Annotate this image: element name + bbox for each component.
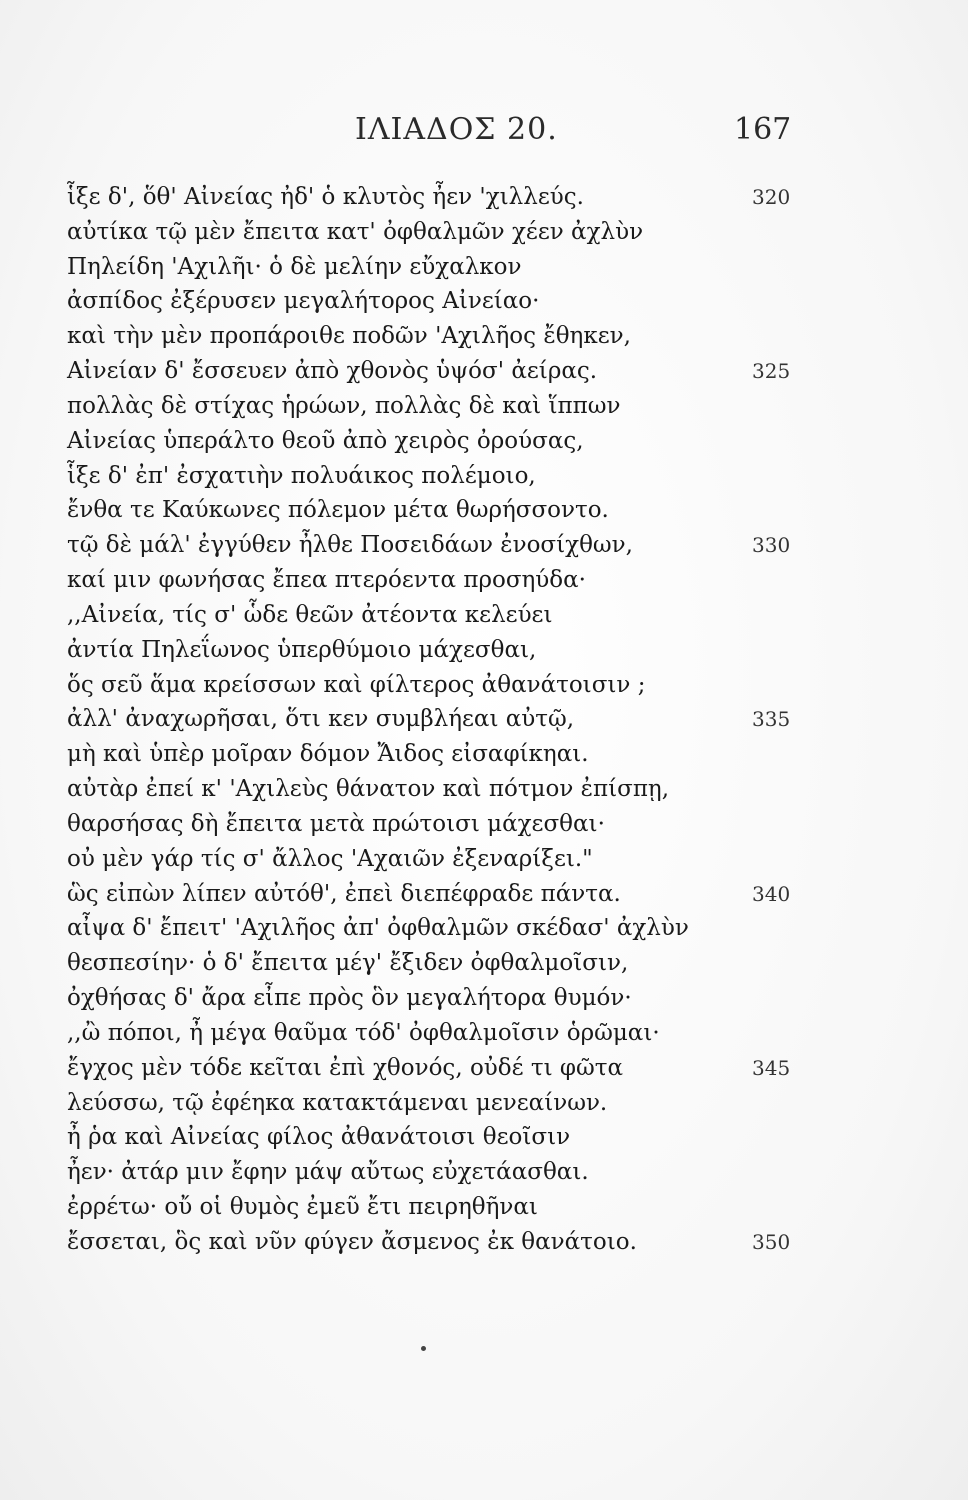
verse-line: [0, 319, 968, 354]
verse-line: [0, 1086, 968, 1121]
line-number: 330: [752, 533, 791, 558]
verse-text: Αἰνείαν δ' ἔσσευεν ἀπὸ χθονὸς ὑψόσ' ἀείρας.: [67, 358, 598, 385]
verse-line: [0, 737, 968, 772]
verse-text: ἷξε δ' ἐπ' ἐσχατιὴν πολυάικος πολέμοιο,: [67, 462, 536, 489]
verse-text: ἔσσεται, ὃς καὶ νῦν φύγεν ἄσμενος ἐκ θανάτοιο.: [67, 1228, 637, 1255]
verse-text: ἔνθα τε Καύκωνες πόλεμον μέτα θωρήσσοντο.: [67, 497, 609, 524]
verse-line: [0, 563, 968, 598]
verse-line: [0, 633, 968, 668]
verse-line: [0, 981, 968, 1016]
verse-text: καί μιν φωνήσας ἔπεα πτερόεντα προσηύδα·: [67, 567, 586, 594]
verse-text: ,,ὢ πόποι, ἦ μέγα θαῦμα τόδ' ὀφθαλμοῖσιν ὁρῶμαι·: [67, 1019, 660, 1046]
verse-text: ἦ ῥα καὶ Αἰνείας φίλος ἀθανάτοισι θεοῖσιν: [67, 1124, 571, 1151]
verse-line: [0, 1225, 968, 1260]
verse-text: αἶψα δ' ἔπειτ' 'Αχιλῆος ἀπ' ὀφθαλμῶν σκέδασ' ἀχλὺν: [67, 915, 689, 942]
verse-text: αὐτὰρ ἐπεί κ' 'Αχιλεὺς θάνατον καὶ πότμον ἐπίσπῃ,: [67, 776, 670, 803]
verse-line: [0, 180, 968, 215]
verse-line: [0, 842, 968, 877]
verse-line: [0, 1190, 968, 1225]
verse-text: πολλὰς δὲ στίχας ἡρώων, πολλὰς δὲ καὶ ἵππων: [67, 392, 621, 419]
line-number: 340: [752, 881, 791, 906]
verse-text: ὅς σεῦ ἅμα κρείσσων καὶ φίλτερος ἀθανάτοισιν ;: [67, 671, 646, 698]
verse-text: οὐ μὲν γάρ τίς σ' ἄλλος 'Αχαιῶν ἐξεναρίξει.": [67, 845, 593, 872]
verse-text: Αἰνείας ὑπεράλτο θεοῦ ἀπὸ χειρὸς ὀρούσας,: [67, 427, 584, 454]
verse-line: [0, 528, 968, 563]
verse-line: [0, 1051, 968, 1086]
verse-text: ἀλλ' ἀναχωρῆσαι, ὅτι κεν συμβλήεαι αὐτῷ,: [67, 706, 575, 733]
verse-line: [0, 807, 968, 842]
verse-text: ὀχθήσας δ' ἄρα εἶπε πρὸς ὃν μεγαλήτορα θυμόν·: [67, 985, 632, 1012]
verse-text: ἔγχος μὲν τόδε κεῖται ἐπὶ χθονός, οὐδέ τι φῶτα: [67, 1054, 624, 1081]
verse-text: τῷ δὲ μάλ' ἐγγύθεν ἦλθε Ποσειδάων ἐνοσίχθων,: [67, 532, 633, 559]
verse-block: [0, 180, 968, 1260]
page-number: 167: [734, 112, 792, 147]
verse-text: ὣς εἰπὼν λίπεν αὐτόθ', ἐπεὶ διεπέφραδε πάντα.: [67, 880, 621, 907]
running-title: ΙΛΙΑΔΟΣ 20.: [355, 112, 558, 147]
line-number: 345: [752, 1055, 791, 1080]
verse-line: [0, 1016, 968, 1051]
verse-text: ἀσπίδος ἐξέρυσεν μεγαλήτορος Αἰνείαο·: [67, 288, 540, 315]
verse-line: [0, 354, 968, 389]
verse-text: ἷξε δ', ὅθ' Αἰνείας ἠδ' ὁ κλυτὸς ἦεν 'χιλλεύς.: [67, 184, 584, 210]
verse-text: καὶ τὴν μὲν προπάροιθε ποδῶν 'Αχιλῆος ἔθηκεν,: [67, 323, 631, 350]
verse-line: [0, 389, 968, 424]
verse-line: [0, 424, 968, 459]
verse-text: θαρσήσας δὴ ἔπειτα μετὰ πρώτοισι μάχεσθαι·: [67, 810, 605, 837]
verse-text: ἀντία Πηλεΐωνος ὑπερθύμοιο μάχεσθαι,: [67, 636, 537, 663]
verse-text: ἐρρέτω· οὔ οἱ θυμὸς ἐμεῦ ἔτι πειρηθῆναι: [67, 1194, 538, 1221]
verse-line: [0, 911, 968, 946]
line-number: 320: [752, 185, 791, 209]
ink-dot: [421, 1346, 426, 1351]
verse-line: [0, 1120, 968, 1155]
verse-line: [0, 1155, 968, 1190]
line-number: 335: [752, 707, 791, 732]
verse-line: [0, 702, 968, 737]
line-number: 325: [752, 359, 791, 384]
verse-line: [0, 668, 968, 703]
page-header: [0, 112, 968, 152]
verse-text: μὴ καὶ ὑπὲρ μοῖραν δόμον Ἄιδος εἰσαφίκηαι.: [67, 741, 589, 768]
verse-text: αὐτίκα τῷ μὲν ἔπειτα κατ' ὀφθαλμῶν χέεν ἀχλὺν: [67, 218, 644, 245]
verse-line: [0, 772, 968, 807]
verse-line: [0, 284, 968, 319]
verse-line: [0, 250, 968, 285]
verse-text: ἦεν· ἀτάρ μιν ἔφην μάψ αὔτως εὐχετάασθαι.: [67, 1159, 589, 1186]
verse-text: Πηλείδη 'Αχιλῆι· ὁ δὲ μελίην εὔχαλκον: [67, 253, 522, 280]
verse-text: λεύσσω, τῷ ἐφέηκα κατακτάμεναι μενεαίνων.: [67, 1089, 608, 1116]
verse-line: [0, 946, 968, 981]
verse-line: [0, 459, 968, 494]
line-number: 350: [752, 1229, 791, 1254]
verse-text: θεσπεσίην· ὁ δ' ἔπειτα μέγ' ἔξιδεν ὀφθαλμοῖσιν,: [67, 950, 629, 977]
verse-text: ,,Αἰνεία, τίς σ' ὧδε θεῶν ἀτέοντα κελεύει: [67, 601, 553, 628]
verse-line: [0, 877, 968, 912]
verse-line: [0, 598, 968, 633]
verse-line: [0, 215, 968, 250]
verse-line: [0, 493, 968, 528]
